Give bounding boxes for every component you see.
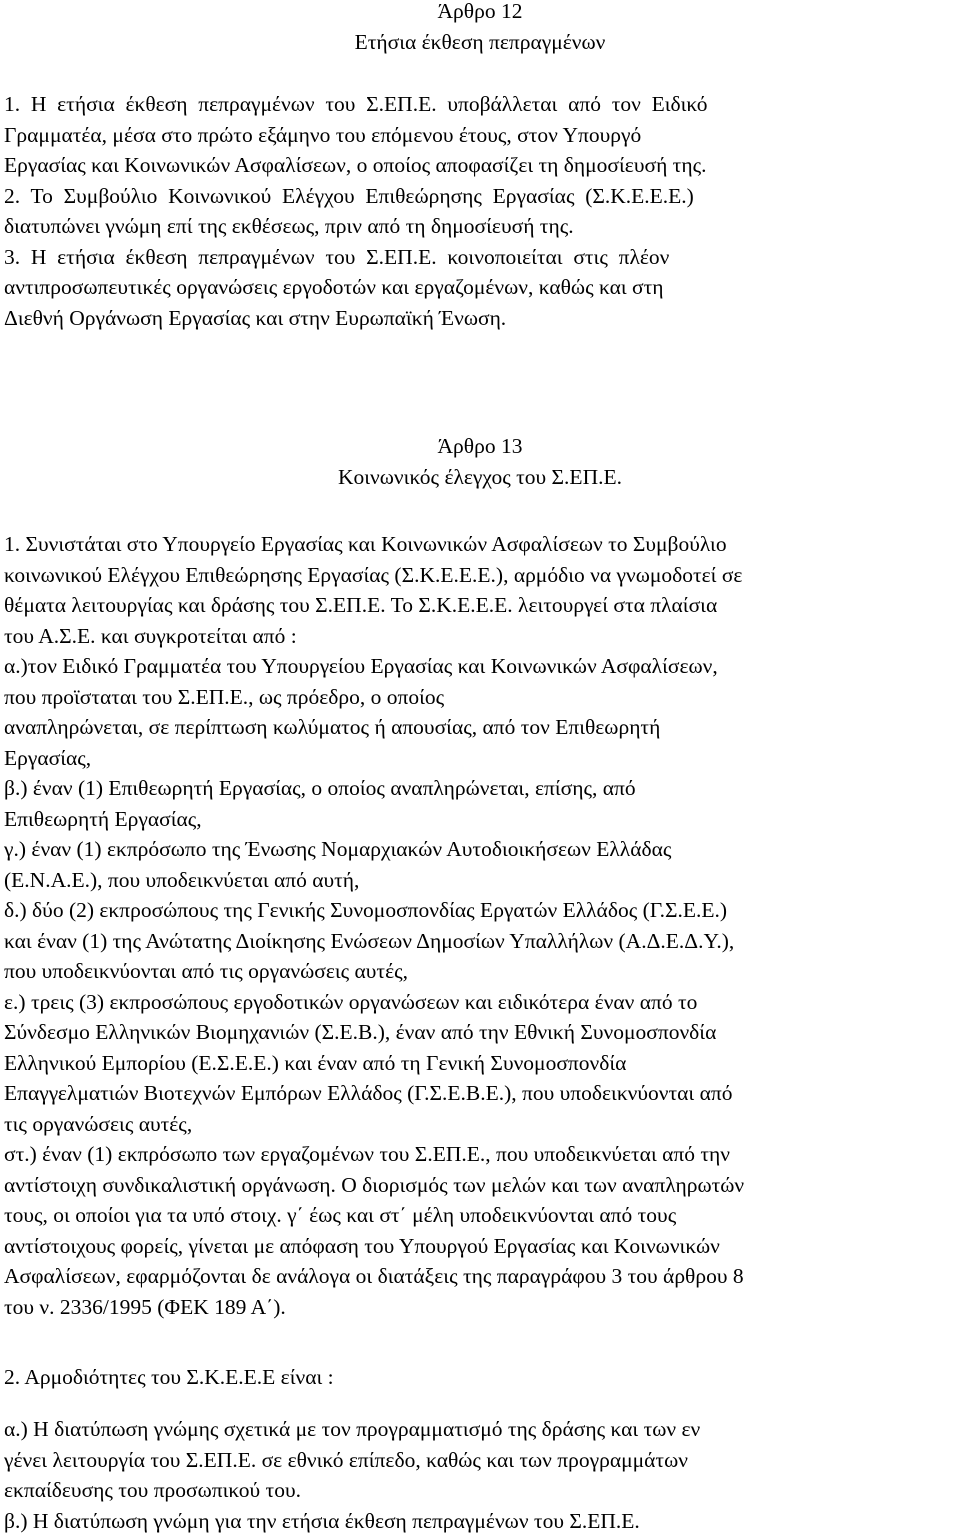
article-12-p3-line: 3. Η ετήσια έκθεση πεπραγμένων του Σ.ΕΠ.Ε. κοινοποιείται στις πλέον (4, 244, 670, 269)
article-13-line: (Ε.Ν.Α.Ε.), που υποδεικνύεται από αυτή, (4, 867, 360, 892)
article-13-line: κοινωνικού Ελέγχου Επιθεώρησης Εργασίας (Σ.Κ.Ε.Ε.Ε.), αρμόδιο να γνωμοδοτεί σε (4, 562, 743, 587)
article-13-line: θέματα λειτουργίας και δράσης του Σ.ΕΠ.Ε. Το Σ.Κ.Ε.Ε.Ε. λειτουργεί στα πλαίσια (4, 593, 718, 617)
article-12-paragraphs (0, 89, 960, 333)
article-12-p2-line: 2. Το Συμβούλιο Κοινωνικού Ελέγχου Επιθεώρησης Εργασίας (Σ.Κ.Ε.Ε.Ε.) (4, 183, 694, 208)
article-13-paragraph-1 (0, 529, 960, 1322)
article-13-line: 1. Συνιστάται στο Υπουργείο Εργασίας και Κοινωνικών Ασφαλίσεων το Συμβούλιο (4, 532, 727, 556)
article-12-p1-line: Εργασίας και Κοινωνικών Ασφαλίσεων, ο οποίος αποφασίζει τη δημοσίευσή της. (4, 153, 707, 177)
article-13-line: α.)τον Ειδικό Γραμματέα του Υπουργείου Εργασίας και Κοινωνικών Ασφαλίσεων, (4, 654, 718, 678)
article-13-line: τις οργανώσεις αυτές, (4, 1111, 193, 1136)
article-12-title: Ετήσια έκθεση πεπραγμένων (354, 29, 606, 54)
article-13-line: ε.) τρεις (3) εκπροσώπους εργοδοτικών οργανώσεων και ειδικότερα έναν από το (4, 989, 698, 1014)
article-13-line: και έναν (1) της Ανώτατης Διοίκησης Ενώσεων Δημοσίων Υπαλλήλων (Α.Δ.Ε.Δ.Υ.), (4, 928, 735, 953)
article-13-line: του ν. 2336/1995 (ΦΕΚ 189 Α΄). (4, 1294, 286, 1319)
article-12-p3-line: αντιπροσωπευτικές οργανώσεις εργοδοτών και εργαζομένων, καθώς και στη (4, 275, 664, 299)
article-13-line: Ασφαλίσεων, εφαρμόζονται δε ανάλογα οι διατάξεις της παραγράφου 3 του άρθρου 8 (4, 1264, 744, 1288)
article-12-heading: Άρθρο 12 (437, 0, 523, 23)
article-12-p3-line: Διεθνή Οργάνωση Εργασίας και στην Ευρωπαϊκή Ένωση. (4, 305, 507, 330)
article-12-p1-line: 1. Η ετήσια έκθεση πεπραγμένων του Σ.ΕΠ.Ε. υποβάλλεται από τον Ειδικό (4, 92, 708, 116)
article-13-line: Επιθεωρητή Εργασίας, (4, 806, 202, 831)
article-13-line: β.) έναν (1) Επιθεωρητή Εργασίας, ο οποίος αναπληρώνεται, επίσης, από (4, 776, 636, 800)
article-13-responsibilities (0, 1414, 960, 1536)
article-13-line: αναπληρώνεται, σε περίπτωση κωλύματος ή απουσίας, από τον Επιθεωρητή (4, 715, 661, 739)
article-13-line: που προϊσταται του Σ.ΕΠ.Ε., ως πρόεδρο, ο οποίος (4, 684, 445, 709)
article-13-line: αντίστοιχους φορείς, γίνεται με απόφαση του Υπουργού Εργασίας και Κοινωνικών (4, 1233, 720, 1258)
article-13-line: που υποδεικνύονται από τις οργανώσεις αυτές, (4, 959, 408, 983)
article-13-line: Σύνδεσμο Ελληνικών Βιομηχανιών (Σ.Ε.Β.), έναν από την Εθνική Συνομοσπονδία (4, 1020, 717, 1044)
article-13-line: Επαγγελματιών Βιοτεχνών Εμπόρων Ελλάδος (Γ.Σ.Ε.Β.Ε.), που υποδεικνύονται από (4, 1081, 733, 1105)
article-13-paragraph-2 (0, 1362, 960, 1393)
article-13-line: του Α.Σ.Ε. και συγκροτείται από : (4, 623, 297, 648)
responsibility-line: γένει λειτουργία του Σ.ΕΠ.Ε. σε εθνικό επίπεδο, καθώς και των προγραμμάτων (4, 1447, 688, 1472)
article-13-title: Κοινωνικός έλεγχος του Σ.ΕΠ.Ε. (338, 464, 622, 489)
article-13-line: Ελληνικού Εμπορίου (Ε.Σ.Ε.Ε.) και έναν από τη Γενική Συνομοσπονδία (4, 1050, 627, 1075)
article-13-line: στ.) έναν (1) εκπρόσωπο των εργαζομένων του Σ.ΕΠ.Ε., που υποδεικνύεται από την (4, 1142, 730, 1166)
article-13-p2-heading: 2. Αρμοδιότητες του Σ.Κ.Ε.Ε.Ε είναι : (4, 1365, 334, 1389)
article-13-heading: Άρθρο 13 (437, 434, 523, 458)
article-13-line: τους, οι οποίοι για τα υπό στοιχ. γ΄ έως και στ΄ μέλη υποδεικνύονται από τους (4, 1203, 677, 1227)
responsibility-line: β.) Η διατύπωση γνώμη για την ετήσια έκθεση πεπραγμένων του Σ.ΕΠ.Ε. (4, 1508, 640, 1533)
article-13-line: δ.) δύο (2) εκπροσώπους της Γενικής Συνομοσπονδίας Εργατών Ελλάδος (Γ.Σ.Ε.Ε.) (4, 898, 728, 922)
responsibility-line: εκπαίδευσης του προσωπικού του. (4, 1478, 301, 1502)
article-13-line: γ.) έναν (1) εκπρόσωπο της Ένωσης Νομαρχιακών Αυτοδιοικήσεων Ελλάδας (4, 837, 672, 861)
article-13-line: Εργασίας, (4, 745, 92, 770)
responsibility-line: α.) Η διατύπωση γνώμης σχετικά με τον προγραμματισμό της δράσης και των εν (4, 1417, 701, 1441)
article-12-p2-line: διατυπώνει γνώμη επί της εκθέσεως, πριν από τη δημοσίευσή της. (4, 214, 574, 238)
article-13 (0, 431, 960, 492)
article-12-p1-line: Γραμματέα, μέσα στο πρώτο εξάμηνο του επόμενου έτους, στον Υπουργό (4, 122, 642, 147)
article-13-line: αντίστοιχη συνδικαλιστική οργάνωση. Ο διορισμός των μελών και των αναπληρωτών (4, 1172, 745, 1197)
article-12 (0, 0, 960, 57)
